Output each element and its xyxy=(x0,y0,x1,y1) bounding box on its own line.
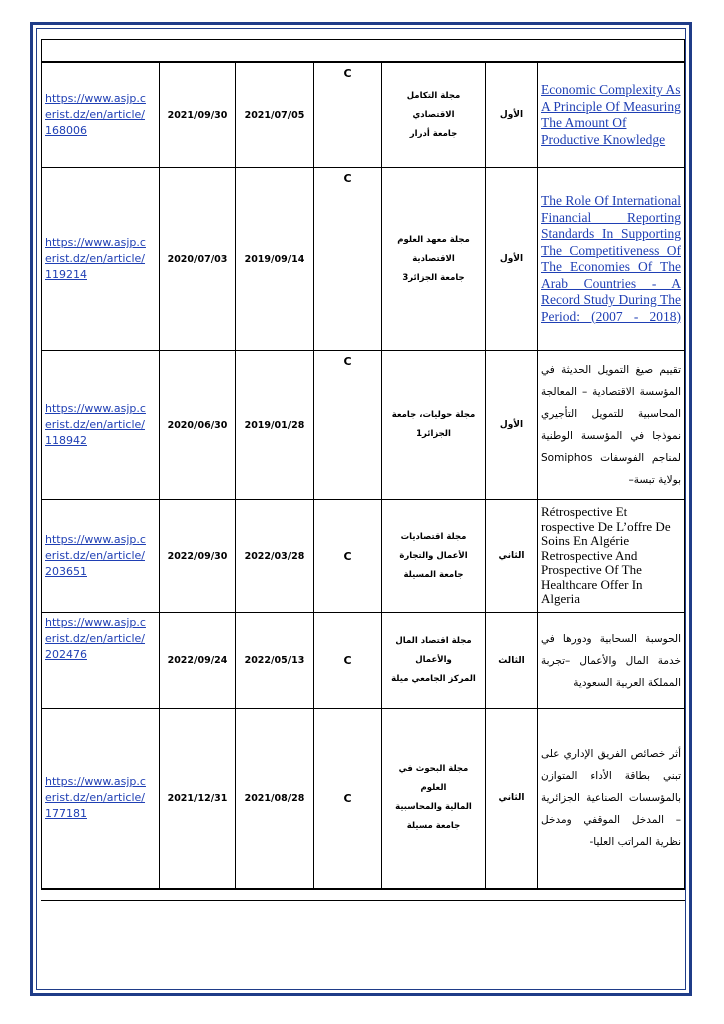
footer-divider xyxy=(41,900,685,901)
journal-class: C xyxy=(314,168,382,351)
acceptance-date: 2022/09/24 xyxy=(160,613,236,709)
article-link[interactable]: https://www.asjp.c erist.dz/en/article/ 203651 xyxy=(45,533,146,578)
article-title-cell xyxy=(538,168,685,351)
author-rank: الأول xyxy=(486,168,538,351)
journal-line: جامعة أدرار xyxy=(409,128,458,139)
journal-line: مجلة معهد العلوم xyxy=(397,234,470,245)
submission-date: 2021/08/28 xyxy=(236,709,314,889)
table-row xyxy=(42,351,685,500)
article-link-cell xyxy=(42,500,160,613)
journal-line: جامعة المسيلة xyxy=(403,569,464,580)
journal-line: مجلة التكامل xyxy=(406,90,461,101)
author-rank: الثالث xyxy=(486,613,538,709)
acceptance-date: 2022/09/30 xyxy=(160,500,236,613)
article-link-cell xyxy=(42,168,160,351)
journal-class: C xyxy=(314,63,382,168)
author-rank: الثاني xyxy=(486,709,538,889)
journal-line: المركز الجامعي ميلة xyxy=(391,674,476,684)
publications-table xyxy=(41,62,685,890)
journal-line: جامعة الجزائر3 xyxy=(402,272,465,283)
journal-line: مجلة البحوث في العلوم xyxy=(398,764,469,794)
journal-class: C xyxy=(314,613,382,709)
article-title-link[interactable]: Economic Complexity As A Principle Of Measuring The Amount Of Productive Knowledge xyxy=(541,82,681,147)
journal-line: مجلة اقتصاد المال xyxy=(395,636,472,646)
journal-class: C xyxy=(314,709,382,889)
article-link[interactable]: https://www.asjp.c erist.dz/en/article/ 118942 xyxy=(45,402,146,447)
submission-date: 2019/01/28 xyxy=(236,351,314,500)
journal-class: C xyxy=(314,500,382,613)
journal-line: جامعة مسيلة xyxy=(406,821,461,832)
article-title: أثر خصائص الفريق الإداري على تبني بطاقة الأداء المتوازن بالمؤسسات الصناعية الجزائرية – المدخل الموقفي ومدخل نظرية المراتب العليا- xyxy=(538,709,685,889)
table-row xyxy=(42,168,685,351)
table-row xyxy=(42,613,685,709)
submission-date: 2019/09/14 xyxy=(236,168,314,351)
journal-line: مجلة اقتصاديات xyxy=(400,531,467,542)
article-title: Rétrospective Et rospective De L’offre De Soins En Algérie Retrospective And Prospective Of The Healthcare Offer In Algeria xyxy=(538,500,685,613)
article-link[interactable]: https://www.asjp.c erist.dz/en/article/ 119214 xyxy=(45,236,146,281)
article-link[interactable]: https://www.asjp.c erist.dz/en/article/ 168006 xyxy=(45,92,146,137)
journal-name xyxy=(382,168,486,351)
article-link-cell xyxy=(42,613,160,709)
journal-name xyxy=(382,613,486,709)
journal-line: الاقتصادي xyxy=(412,109,455,120)
journal-name xyxy=(382,63,486,168)
article-link[interactable]: https://www.asjp.c erist.dz/en/article/ 202476 xyxy=(45,616,146,661)
article-title: تقييم صيغ التمويل الحديثة في المؤسسة الاقتصادية – المعالجة المحاسبية للتمويل التأجيري نموذجا في المؤسسة الوطنية لمناجم الفوسفات Somiphos بولاية تبسة– xyxy=(538,351,685,500)
acceptance-date: 2020/07/03 xyxy=(160,168,236,351)
submission-date: 2022/05/13 xyxy=(236,613,314,709)
submission-date: 2022/03/28 xyxy=(236,500,314,613)
journal-line: الاقتصادية xyxy=(412,253,455,264)
article-link-cell xyxy=(42,63,160,168)
acceptance-date: 2021/09/30 xyxy=(160,63,236,168)
submission-date: 2021/07/05 xyxy=(236,63,314,168)
article-link[interactable]: https://www.asjp.c erist.dz/en/article/ 177181 xyxy=(45,775,146,821)
author-rank: الأول xyxy=(486,351,538,500)
table-row xyxy=(42,63,685,168)
table-row xyxy=(42,500,685,613)
article-link-cell xyxy=(42,351,160,500)
author-rank: الثاني xyxy=(486,500,538,613)
table-row xyxy=(42,709,685,889)
journal-line: والأعمال xyxy=(415,655,452,665)
acceptance-date: 2021/12/31 xyxy=(160,709,236,889)
journal-name xyxy=(382,351,486,500)
journal-line: الأعمال والتجارة xyxy=(399,550,468,561)
journal-name xyxy=(382,709,486,889)
journal-line: الجزائر1 xyxy=(416,429,451,439)
article-title: الحوسبة السحابية ودورها في خدمة المال والأعمال –تجربة المملكة العربية السعودية xyxy=(538,613,685,709)
table-header-box xyxy=(41,39,685,62)
journal-class: C xyxy=(314,351,382,500)
author-rank: الأول xyxy=(486,63,538,168)
article-link-cell xyxy=(42,709,160,889)
acceptance-date: 2020/06/30 xyxy=(160,351,236,500)
article-title-link[interactable]: The Role Of International Financial Reporting Standards In Supporting The Competitiveness Of The Economies Of The Arab Countries - A Record Study During The Period: (2007 - 2018) xyxy=(541,193,681,324)
journal-line: مجلة حوليات، جامعة xyxy=(391,410,476,420)
journal-name xyxy=(382,500,486,613)
article-title-cell xyxy=(538,63,685,168)
journal-line: المالية والمحاسبية xyxy=(395,802,472,813)
